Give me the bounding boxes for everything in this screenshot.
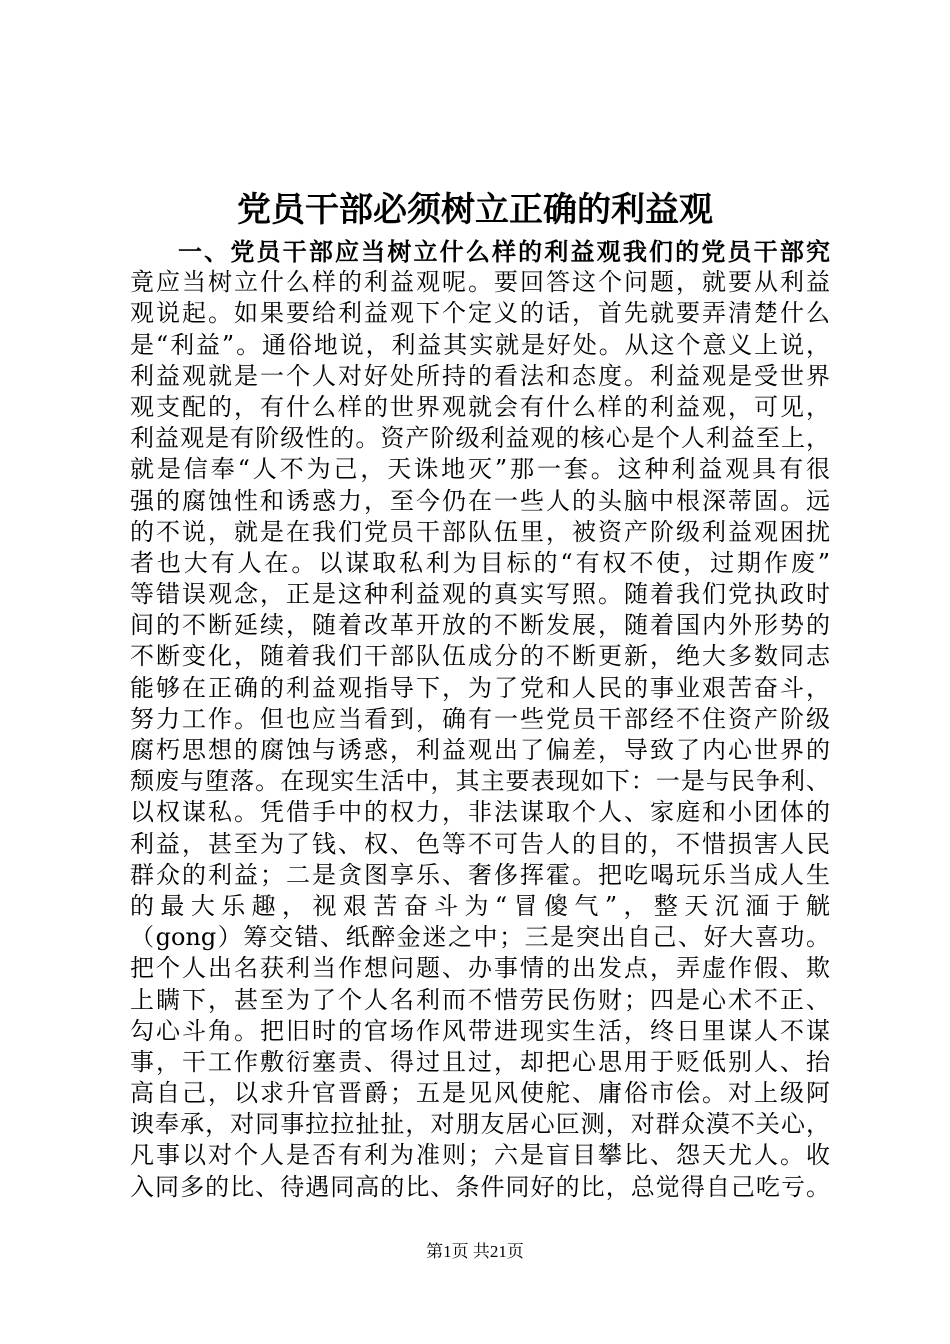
paragraph-line: 勾心斗角。把旧时的官场作风带进现实生活，终日里谋人不谋	[130, 1016, 830, 1045]
paragraph-line: 不断变化，随着我们干部队伍成分的不断更新，绝大多数同志	[130, 642, 830, 671]
paragraph-line: 利益观是有阶级性的。资产阶级利益观的核心是个人利益至上，	[130, 424, 830, 453]
paragraph-line: 上瞒下，甚至为了个人名利而不惜劳民伤财；四是心术不正、	[130, 985, 830, 1014]
paragraph-line: 利益，甚至为了钱、权、色等不可告人的目的，不惜损害人民	[130, 829, 830, 858]
paragraph-line: 的不说，就是在我们党员干部队伍里，被资产阶级利益观困扰	[130, 517, 830, 546]
paragraph-line: 凡事以对个人是否有利为准则；六是盲目攀比、怨天尤人。收	[130, 1141, 830, 1170]
paragraph-line: 等错误观念，正是这种利益观的真实写照。随着我们党执政时	[130, 580, 830, 609]
paragraph-line: 观说起。如果要给利益观下个定义的话，首先就要弄清楚什么	[130, 299, 830, 328]
paragraph-line: 努力工作。但也应当看到，确有一些党员干部经不住资产阶级	[130, 704, 830, 733]
paragraph-line: 就是信奉“人不为己，天诛地灭”那一套。这种利益观具有很	[130, 455, 830, 484]
paragraph-line: 利益观就是一个人对好处所持的看法和态度。利益观是受世界	[130, 361, 830, 390]
paragraph-line: 腐朽思想的腐蚀与诱惑，利益观出了偏差，导致了内心世界的	[130, 736, 830, 764]
paragraph-line: 群众的利益；二是贪图享乐、奢侈挥霍。把吃喝玩乐当成人生	[130, 860, 830, 889]
paragraph-line: 以权谋私。凭借手中的权力，非法谋取个人、家庭和小团体的	[130, 798, 830, 827]
paragraph-line: 强的腐蚀性和诱惑力，至今仍在一些人的头脑中根深蒂固。远	[130, 486, 830, 515]
paragraph-line: 竟应当树立什么样的利益观呢。要回答这个问题，就要从利益	[130, 268, 830, 297]
paragraph-line: 的最大乐趣，视艰苦奋斗为“冒傻气”，整天沉湎于觥	[130, 891, 830, 920]
paragraph-line: 能够在正确的利益观指导下，为了党和人民的事业艰苦奋斗，	[130, 673, 830, 702]
paragraph-line: 把个人出名获利当作想问题、办事情的出发点，弄虚作假、欺	[130, 954, 830, 983]
paragraph-line: 谀奉承，对同事拉拉扯扯，对朋友居心叵测，对群众漠不关心，	[130, 1110, 830, 1139]
page-number-label: 第1页 共21页	[426, 1242, 524, 1261]
document-title: 党员干部必须树立正确的利益观	[237, 190, 713, 230]
paragraph-line: 间的不断延续，随着改革开放的不断发展，随着国内外形势的	[130, 611, 830, 640]
paragraph-line: 观支配的，有什么样的世界观就会有什么样的利益观，可见，	[130, 392, 830, 421]
paragraph-line: 是“利益”。通俗地说，利益其实就是好处。从这个意义上说，	[130, 330, 830, 359]
document-body	[130, 236, 830, 1203]
paragraph-line: 事，干工作敷衍塞责、得过且过，却把心思用于贬低别人、抬	[130, 1047, 830, 1076]
paragraph-line: 一、党员干部应当树立什么样的利益观我们的党员干部究	[178, 237, 830, 266]
page-footer	[0, 1240, 950, 1264]
paragraph-line: 颓废与堕落。在现实生活中，其主要表现如下：一是与民争利、	[130, 767, 830, 796]
paragraph-line: 高自己，以求升官晋爵；五是见风使舵、庸俗市侩。对上级阿	[130, 1079, 830, 1108]
paragraph-line: （gong）筹交错、纸醉金迷之中；三是突出自己、好大喜功。	[130, 923, 830, 952]
paragraph-line: 者也大有人在。以谋取私利为目标的“有权不使，过期作废”	[130, 548, 830, 577]
paragraph-line: 入同多的比、待遇同高的比、条件同好的比，总觉得自己吃亏。	[130, 1172, 830, 1201]
